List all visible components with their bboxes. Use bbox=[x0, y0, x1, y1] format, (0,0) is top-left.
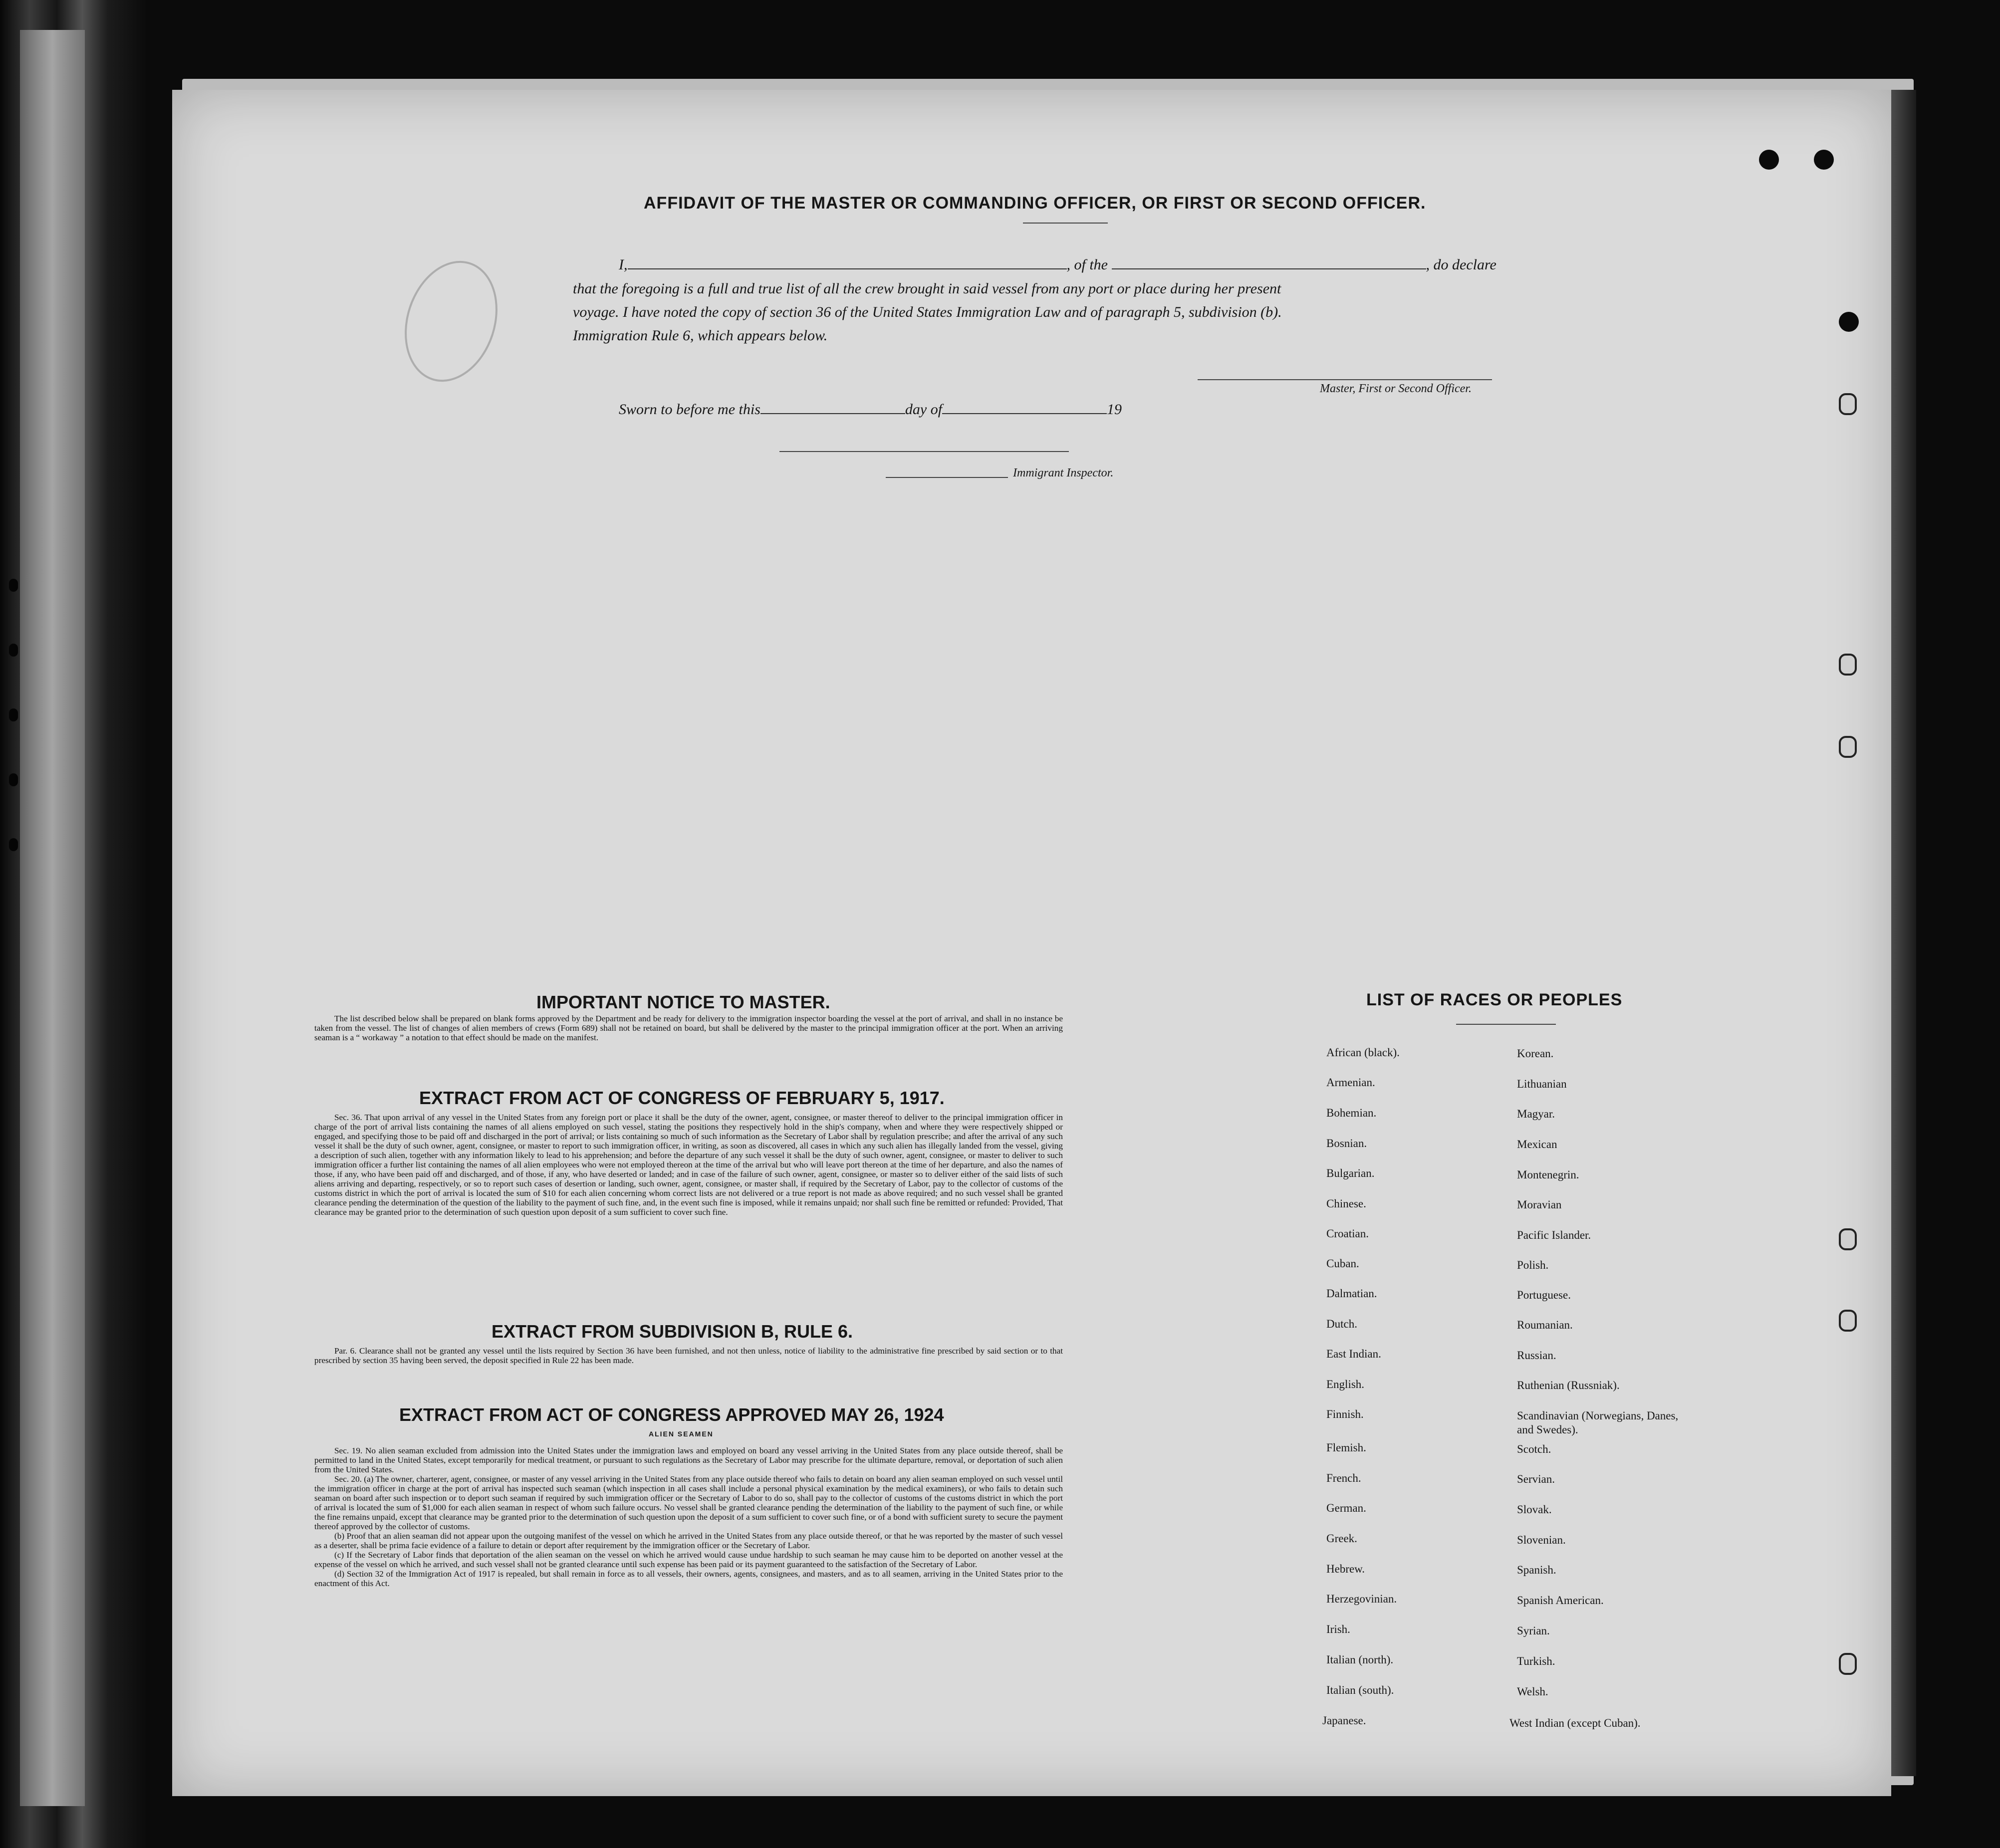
extract-rule6-title: EXTRACT FROM SUBDIVISION B, RULE 6. bbox=[492, 1321, 853, 1342]
notice-body: The list described below shall be prepared on blank forms approved by the Department and be ready for delivery to the immigration inspector boarding the vessel at the port of arrival, and shall in no instance be taken from the vessel. The list of changes of alien members of crews (Form 689) shall not be retained on board, but shall be delivered by the master to the principal immigration officer at the port. When an arriving seaman is a “ workaway ” a notation to that effect should be made on the manifest. bbox=[314, 1014, 1063, 1042]
race-item: Greek. bbox=[1326, 1532, 1357, 1545]
race-item: German. bbox=[1326, 1502, 1366, 1514]
race-item: Roumanian. bbox=[1517, 1319, 1573, 1331]
sec-20d-paragraph: (d) Section 32 of the Immigration Act of 1917 is repealed, but shall remain in force as to all vessels, their owners, agents, consignees, and masters, and as to all seamen, arriving in the United States prior to the enactment of this Act. bbox=[314, 1569, 1063, 1588]
sec-20c-paragraph: (c) If the Secretary of Labor finds that deportation of the alien seaman on the vessel on which he arrived would cause undue hardship to such seaman he may cause him to be deported on another vessel at the expense of the vessel on which he arrived, and such vessel shall not be granted clearance until such expense has been paid or its payment guaranteed to the satisfaction of the Secretary of Labor. bbox=[314, 1550, 1063, 1569]
race-item: English. bbox=[1326, 1378, 1365, 1390]
extract-rule6-body: Par. 6. Clearance shall not be granted any vessel until the lists required by Section 36 have been furnished, and not then unless, notice of liability to the administrative fine prescribed by said section or to that prescribed by section 35 having been served, the deposit specified in Rule 22 has been made. bbox=[314, 1346, 1063, 1365]
race-item: Cuban. bbox=[1326, 1257, 1359, 1270]
binding-hole bbox=[9, 579, 18, 592]
race-item: Scandinavian (Norwegians, Danes, and Swedes). bbox=[1517, 1409, 1679, 1436]
sworn-label: Sworn to before me this bbox=[619, 401, 760, 418]
master-caption: Master, First or Second Officer. bbox=[1320, 382, 1472, 395]
extract-1917-title: EXTRACT FROM ACT OF CONGRESS OF FEBRUARY 5, 1917. bbox=[419, 1088, 945, 1108]
affidavit-line-2: that the foregoing is a full and true list of all the crew brought in said vessel from any port or place during her present bbox=[573, 280, 1281, 297]
binding-hole bbox=[9, 644, 18, 657]
race-item: Chinese. bbox=[1326, 1197, 1366, 1210]
race-item: Polish. bbox=[1517, 1259, 1549, 1271]
race-item: Magyar. bbox=[1517, 1108, 1555, 1120]
day-of-label: day of bbox=[905, 401, 943, 418]
race-item: Dutch. bbox=[1326, 1318, 1357, 1330]
punch-hole bbox=[1839, 736, 1857, 758]
inspector-signature-line[interactable] bbox=[886, 477, 1008, 478]
year-prefix: 19 bbox=[1107, 401, 1122, 418]
punch-hole bbox=[1839, 1310, 1857, 1332]
race-item: French. bbox=[1326, 1472, 1361, 1484]
race-item: Servian. bbox=[1517, 1473, 1555, 1485]
punch-hole bbox=[1839, 312, 1859, 332]
punch-hole bbox=[1839, 1653, 1857, 1675]
month-blank[interactable] bbox=[942, 399, 1107, 414]
notice-title: IMPORTANT NOTICE TO MASTER. bbox=[536, 992, 830, 1012]
race-item: Dalmatian. bbox=[1326, 1287, 1377, 1300]
race-item: Montenegrin. bbox=[1517, 1168, 1579, 1181]
inspector-caption: Immigrant Inspector. bbox=[1013, 466, 1114, 479]
extract-1917-body: Sec. 36. That upon arrival of any vessel in the United States from any foreign port or place it shall be the duty of the owner, agent, consignee, or master thereof to deliver to the principal immigration officer in charge of the port of arrival lists containing the names of all aliens employed on such vessel, stating the positions they respectively hold in the ship's company, when and where they were respectively shipped or engaged, and specifying those to be paid off and discharged in the port of arrival; or lists containing so much of such information as the Secretary of Labor shall by regulation prescribe; and after the arrival of any such vessel it shall be the duty of such owner, agent, consignee, or master to report to such immigration officer, in writing, as soon as discovered, all cases in which any such alien has illegally landed from the vessel, giving a description of such alien, together with any information likely to lead to his apprehension; and before the departure of any such vessel it shall be the duty of such owner, agent, consignee, or master to deliver to such immigration officer a further list containing the names of all alien employees who were not employed thereon at the time of the arrival but who will leave port thereon at the time of her departure, and also the names of those, if any, who have been paid off and discharged, and of those, if any, who have deserted or landed; and in case of the failure of such owner, agent, consignee, or master so to deliver either of the said lists of such aliens arriving and departing, respectively, or so to report such cases of desertion or landing, such owner, agent, consignee, or master shall, if required by the Secretary of Labor, pay to the collector of customs of the customs district in which the port of arrival is located the sum of $10 for each alien concerning whom correct lists are not delivered or a true report is not made as above required; and no such vessel shall be granted clearance pending the determination of the question of the liability to the payment of such fine, and, in the event such fine is imposed, while it remains unpaid; nor shall such fine be remitted or refunded: Provided, That clearance may be granted prior to the determination of such question upon deposit of a sum sufficient to cover such fine. bbox=[314, 1113, 1063, 1217]
of-the-label: , of the bbox=[1066, 256, 1108, 273]
race-item: Japanese. bbox=[1322, 1714, 1366, 1727]
sworn-line bbox=[619, 398, 1122, 421]
affidavit-title: AFFIDAVIT OF THE MASTER OR COMMANDING OFFICER, OR FIRST OR SECOND OFFICER. bbox=[644, 194, 1426, 213]
binding-hole bbox=[9, 773, 18, 786]
binding-hole bbox=[9, 708, 18, 721]
punch-hole bbox=[1839, 654, 1857, 676]
race-item: Turkish. bbox=[1517, 1655, 1555, 1667]
race-item: Slovak. bbox=[1517, 1503, 1552, 1516]
race-item: Bulgarian. bbox=[1326, 1167, 1375, 1179]
race-item: Korean. bbox=[1517, 1047, 1554, 1060]
race-item: Moravian bbox=[1517, 1198, 1562, 1211]
race-item: Russian. bbox=[1517, 1349, 1556, 1362]
race-item: Hebrew. bbox=[1326, 1563, 1365, 1575]
race-item: Armenian. bbox=[1326, 1076, 1375, 1089]
sec-19-paragraph: Sec. 19. No alien seaman excluded from admission into the United States under the immigration laws and employed on board any vessel arriving in the United States from any place outside thereof, shall be permitted to land in the United States, except temporarily for medical treatment, or pursuant to such regulations as the Secretary of Labor may prescribe for the ultimate departure, removal, or deportation of such alien from the United States. bbox=[314, 1446, 1063, 1474]
race-item: Pacific Islander. bbox=[1517, 1229, 1591, 1241]
do-declare-label: , do declare bbox=[1426, 256, 1497, 273]
race-item: African (black). bbox=[1326, 1046, 1400, 1059]
race-item: Irish. bbox=[1326, 1623, 1350, 1635]
punch-hole bbox=[1759, 150, 1779, 170]
i-label: I, bbox=[619, 256, 628, 273]
inspector-rule-upper bbox=[779, 451, 1069, 452]
races-title: LIST OF RACES OR PEOPLES bbox=[1366, 990, 1623, 1009]
race-item: Slovenian. bbox=[1517, 1534, 1566, 1546]
race-item: Mexican bbox=[1517, 1138, 1557, 1151]
name-blank[interactable] bbox=[628, 254, 1067, 269]
race-item: Syrian. bbox=[1517, 1624, 1550, 1637]
punch-hole bbox=[1839, 1228, 1857, 1250]
punch-hole bbox=[1839, 393, 1857, 415]
race-item: Bosnian. bbox=[1326, 1137, 1367, 1150]
sec-20a-paragraph: Sec. 20. (a) The owner, charterer, agent, consignee, or master of any vessel arriving in the United States from any place outside thereof who fails to detain on board any alien seaman employed on such vessel until the immigration officer in charge at the port of arrival has inspected such seaman (which inspection in all cases shall include a personal physical examination by the medical examiners), or who fails to detain such seaman on board after such inspection or to deport such seaman if required by such immigration officer or the Secretary of Labor to do so, shall pay to the collector of customs of the customs district in which the port of arrival is located the sum of $1,000 for each alien seaman in respect of whom such failure occurs. No vessel shall be granted clearance pending the determination of the liability to the payment of such fine, or while the fine remains unpaid, except that clearance may be granted prior to the determination of such question upon the deposit of a sum sufficient to cover such fine, or of a bond with sufficient surety to secure the payment thereof approved by the collector of customs. bbox=[314, 1474, 1063, 1531]
alien-seamen-subtitle: ALIEN SEAMEN bbox=[649, 1430, 714, 1438]
race-item: Italian (south). bbox=[1326, 1684, 1394, 1696]
race-item: Spanish. bbox=[1517, 1564, 1556, 1576]
punch-hole bbox=[1814, 150, 1834, 170]
sec-20b-paragraph: (b) Proof that an alien seaman did not appear upon the outgoing manifest of the vessel on which he arrived in the United States from any place outside thereof, or that he was reported by the master of such vessel as a deserter, shall be prima facie evidence of a failure to detain or deport after requirement by the immigration officer or the Secretary of Labor. bbox=[314, 1531, 1063, 1550]
day-blank[interactable] bbox=[760, 399, 905, 414]
affidavit-line-1 bbox=[619, 253, 1497, 276]
race-item: Italian (north). bbox=[1326, 1653, 1394, 1666]
race-item: Lithuanian bbox=[1517, 1078, 1567, 1090]
race-item: Portuguese. bbox=[1517, 1289, 1571, 1301]
affidavit-line-4: Immigration Rule 6, which appears below. bbox=[573, 327, 828, 344]
race-item: Croatian. bbox=[1326, 1227, 1369, 1240]
race-item: Welsh. bbox=[1517, 1685, 1548, 1698]
race-item: Scotch. bbox=[1517, 1443, 1551, 1455]
book-binding bbox=[0, 0, 150, 1848]
vessel-blank[interactable] bbox=[1112, 254, 1426, 269]
title-rule bbox=[1023, 223, 1108, 224]
race-item: Spanish American. bbox=[1517, 1594, 1604, 1607]
race-item: East Indian. bbox=[1326, 1348, 1381, 1360]
binding-strip bbox=[20, 30, 85, 1806]
race-item: Finnish. bbox=[1326, 1408, 1364, 1420]
race-item: Herzegovinian. bbox=[1326, 1593, 1397, 1605]
affidavit-line-3: voyage. I have noted the copy of section 36 of the United States Immigration Law and of paragraph 5, subdivision (b). bbox=[573, 304, 1282, 320]
pencil-mark bbox=[390, 249, 512, 394]
binding-hole bbox=[9, 838, 18, 851]
races-title-rule bbox=[1456, 1024, 1556, 1025]
master-signature-line[interactable] bbox=[1198, 379, 1492, 380]
extract-1924-body bbox=[314, 1446, 1063, 1588]
race-item: Flemish. bbox=[1326, 1441, 1366, 1454]
race-item: Ruthenian (Russniak). bbox=[1517, 1379, 1620, 1391]
extract-1924-title: EXTRACT FROM ACT OF CONGRESS APPROVED MAY 26, 1924 bbox=[399, 1404, 944, 1425]
race-item: Bohemian. bbox=[1326, 1107, 1377, 1119]
race-item: West Indian (except Cuban). bbox=[1509, 1717, 1641, 1729]
